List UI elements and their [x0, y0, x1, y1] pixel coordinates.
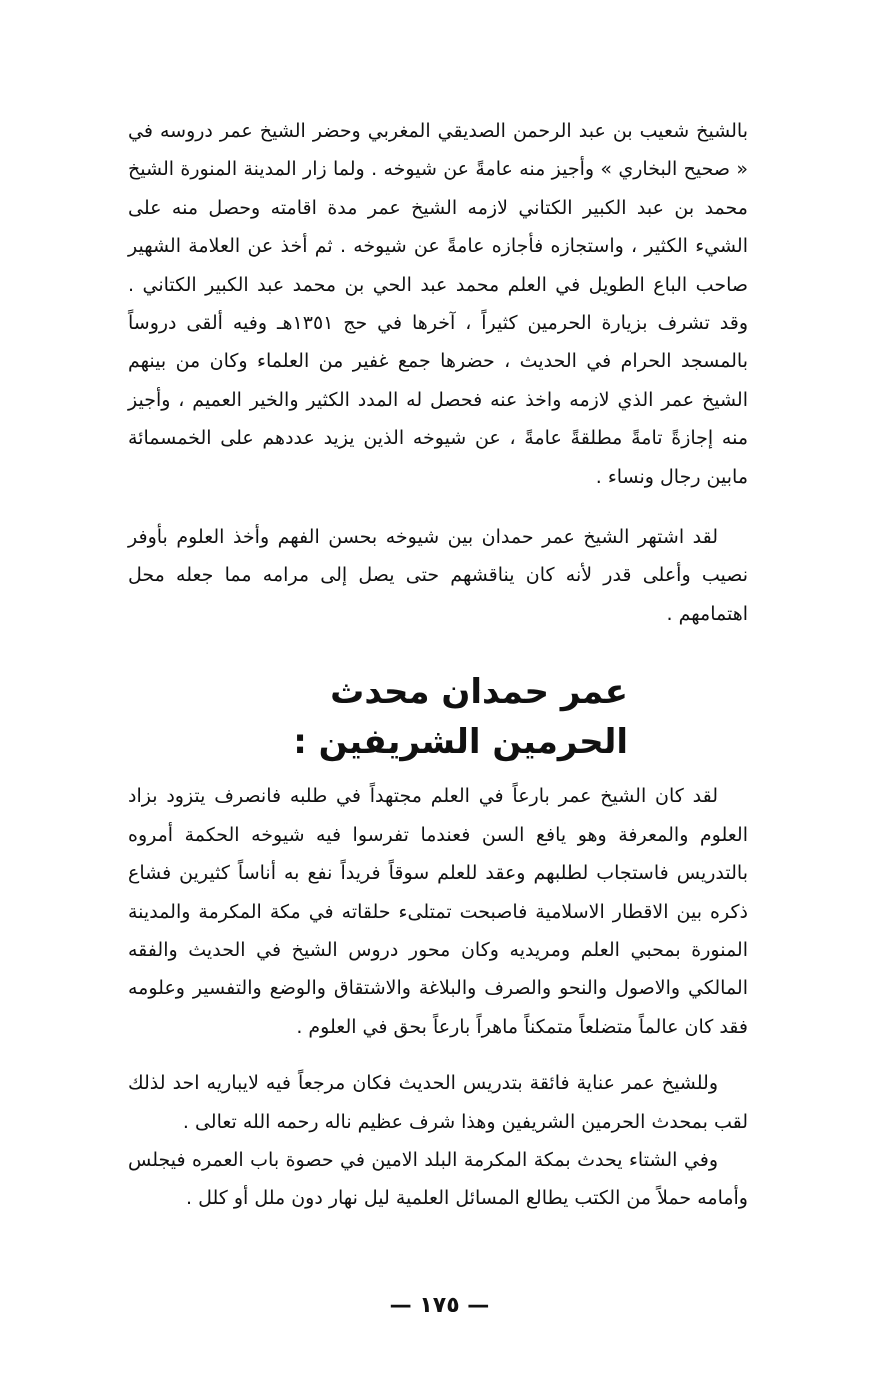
- paragraph-reputation: لقد اشتهر الشيخ عمر حمدان بين شيوخه بحسن الفهم وأخذ العلوم بأوفر نصيب وأعلى قدر لأنه كان يناقشهم حتى يصل إلى مرامه مما جعله محل اهتمامهم .: [128, 526, 748, 625]
- page-number: — ١٧٥ —: [389, 1293, 490, 1318]
- section-heading-line-1: عمر حمدان محدث: [330, 672, 628, 713]
- section-heading-line-2: الحرمين الشريفين :: [293, 722, 628, 763]
- section-heading: [128, 667, 748, 767]
- paragraph-teachers: بالشيخ شعيب بن عبد الرحمن الصديقي المغربي وحضر الشيخ عمر دروسه في « صحيح البخاري » وأجيز منه عامةً عن شيوخه . ولما زار المدينة المنورة الشيخ محمد بن عبد الكبير الكتاني لازمه الشيخ عمر مدة اقامته وحصل منه على الشيء الكثير ، واستجازه فأجازه عامةً عن شيوخه . ثم أخذ عن العلامة الشهير صاحب الباع الطويل في العلم محمد عبد الحي بن محمد عبد الكبير الكتاني . وقد تشرف بزيارة الحرمين كثيراً ، آخرها في حج ١٣٥١هـ وفيه ألقى دروساً بالمسجد الحرام في الحديث ، حضرها جمع غفير من العلماء وكان من بينهم الشيخ عمر الذي لازمه واخذ عنه فحصل له المدد الكثير والخير العميم ، وأجيز منه إجازةً تامةً مطلقةً عامةً ، عن شيوخه الذين يزيد عددهم على الخمسمائة مابين رجال ونساء .: [128, 120, 748, 488]
- paragraph-teaching: لقد كان الشيخ عمر بارعاً في العلم مجتهداً في طلبه فانصرف يتزود بزاد العلوم والمعرفة وهو يافع السن فعندما تفرسوا فيه شيوخه الحكمة أمروه بالتدريس فاستجاب لطلبهم وعقد للعلم سوقاً فريداً نفع به أناساً كثيرين فشاع ذكره بين الاقطار الاسلامية فاصبحت تمتلىء حلقاته في مكة المكرمة والمدينة المنورة بمحبي العلم ومريديه وكان محور دروس الشيخ في الحديث والفقه المالكي والاصول والنحو والصرف والبلاغة والاشتقاق والوضع والتفسير وعلومه فقد كان عالماً متضلعاً متمكناً ماهراً بارعاً بحق في العلوم .: [128, 785, 748, 1038]
- paragraph-hadith: وللشيخ عمر عناية فائقة بتدريس الحديث فكان مرجعاً فيه لايباريه احد لذلك لقب بمحدث الحرمين الشريفين وهذا شرف عظيم ناله رحمه الله تعالى .: [128, 1072, 748, 1133]
- paragraph-winter: وفي الشتاء يحدث بمكة المكرمة البلد الامين في حصوة باب العمره فيجلس وأمامه حملاً من الكتب يطالع المسائل العلمية ليل نهار دون ملل أو كلل .: [128, 1148, 748, 1210]
- page-body: [128, 112, 748, 1218]
